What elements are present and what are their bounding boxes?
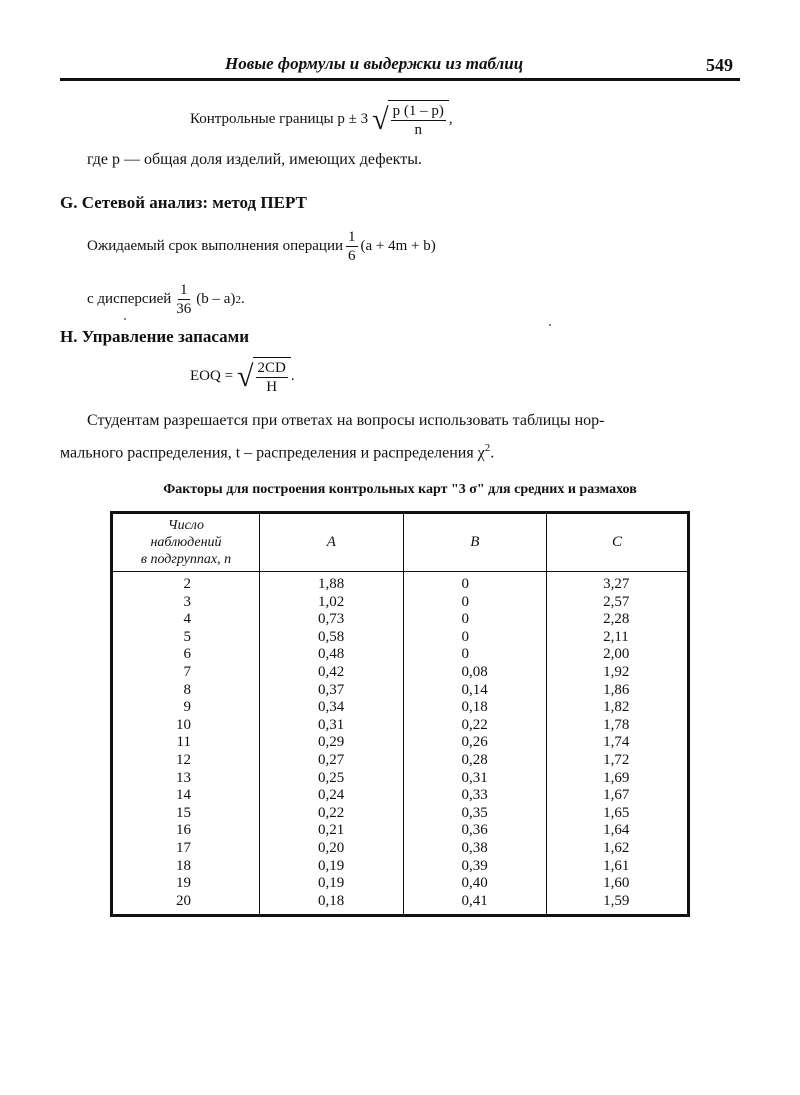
pert-variance-expression: (b – a)	[196, 291, 236, 307]
control-limits-numerator: p (1 – p)	[392, 103, 444, 119]
cell-c: 2,11	[547, 629, 689, 647]
cell-n: 18	[112, 858, 260, 876]
cell-n: 3	[112, 594, 260, 612]
cell-n: 4	[112, 611, 260, 629]
cell-b: 0,40	[403, 875, 547, 893]
cell-b: 0	[403, 594, 547, 612]
cell-a: 0,22	[260, 805, 404, 823]
cell-c: 1,59	[547, 893, 689, 916]
cell-c: 1,78	[547, 717, 689, 735]
pert-variance-numerator: 1	[180, 282, 188, 298]
pert-expected-fraction	[346, 228, 358, 265]
cell-n: 2	[112, 572, 260, 594]
cell-a: 0,42	[260, 664, 404, 682]
cell-a: 0,34	[260, 699, 404, 717]
cell-c: 1,65	[547, 805, 689, 823]
eoq-end: .	[290, 368, 295, 384]
table-row	[112, 699, 689, 717]
table-row	[112, 805, 689, 823]
table-caption: Факторы для построения контрольных карт "3 σ" для средних и размахов	[163, 482, 637, 497]
table-row	[112, 594, 689, 612]
cell-c: 1,62	[547, 840, 689, 858]
cell-n: 8	[112, 682, 260, 700]
header-n-line1: Число	[167, 518, 205, 533]
table-row	[112, 770, 689, 788]
cell-c: 2,57	[547, 594, 689, 612]
eoq-fraction	[256, 359, 288, 396]
cell-b: 0,14	[403, 682, 547, 700]
cell-c: 1,82	[547, 699, 689, 717]
cell-a: 0,48	[260, 646, 404, 664]
pert-expected-numerator: 1	[348, 229, 356, 245]
control-limits-fraction	[391, 102, 446, 139]
pert-expected-expression: (a + 4m + b)	[360, 238, 436, 254]
eoq-numerator: 2CD	[257, 360, 286, 376]
cell-b: 0,33	[403, 787, 547, 805]
pert-variance-label: с дисперсией	[87, 291, 172, 307]
table-row	[112, 734, 689, 752]
cell-c: 2,28	[547, 611, 689, 629]
table-row	[112, 572, 689, 594]
cell-c: 1,72	[547, 752, 689, 770]
cell-c: 3,27	[547, 572, 689, 594]
table-header-row	[112, 513, 689, 572]
cell-n: 5	[112, 629, 260, 647]
print-speck	[124, 318, 126, 320]
cell-b: 0,08	[403, 664, 547, 682]
cell-b: 0,36	[403, 822, 547, 840]
cell-b: 0,28	[403, 752, 547, 770]
cell-a: 0,19	[260, 875, 404, 893]
cell-b: 0,41	[403, 893, 547, 916]
cell-n: 19	[112, 875, 260, 893]
cell-n: 14	[112, 787, 260, 805]
cell-a: 0,25	[260, 770, 404, 788]
table-row	[112, 875, 689, 893]
cell-c: 1,67	[547, 787, 689, 805]
table-row	[112, 717, 689, 735]
header-b: B	[403, 513, 547, 572]
table-row	[112, 893, 689, 916]
header-n-line3: в подгруппах, n	[140, 552, 232, 567]
section-g-heading: G. Сетевой анализ: метод ПЕРТ	[60, 193, 307, 212]
cell-a: 0,20	[260, 840, 404, 858]
cell-c: 1,61	[547, 858, 689, 876]
cell-b: 0	[403, 572, 547, 594]
header-c: C	[547, 513, 689, 572]
header-a: A	[260, 513, 404, 572]
table-body	[112, 572, 689, 916]
cell-b: 0,22	[403, 717, 547, 735]
students-note-line1: Студентам разрешается при ответах на вопросы использовать таблицы нор-	[87, 412, 605, 429]
cell-a: 0,18	[260, 893, 404, 916]
cell-b: 0	[403, 629, 547, 647]
running-title: Новые формулы и выдержки из таблиц	[225, 54, 524, 73]
cell-b: 0	[403, 611, 547, 629]
cell-b: 0,39	[403, 858, 547, 876]
cell-a: 0,37	[260, 682, 404, 700]
control-limits-trailing: ,	[448, 111, 453, 127]
pert-variance-fraction	[174, 281, 193, 318]
pert-variance-exponent: 2	[235, 293, 241, 306]
cell-n: 9	[112, 699, 260, 717]
header-rule	[60, 78, 740, 81]
table-row	[112, 664, 689, 682]
table-row	[112, 682, 689, 700]
cell-n: 11	[112, 734, 260, 752]
students-note-line2-end: .	[490, 444, 495, 462]
cell-a: 0,29	[260, 734, 404, 752]
table-row	[112, 752, 689, 770]
pert-variance-end: .	[240, 291, 245, 307]
eoq-radicand	[253, 357, 291, 396]
cell-b: 0	[403, 646, 547, 664]
table-row	[112, 629, 689, 647]
cell-a: 1,88	[260, 572, 404, 594]
cell-b: 0,35	[403, 805, 547, 823]
cell-c: 1,92	[547, 664, 689, 682]
cell-a: 0,27	[260, 752, 404, 770]
cell-c: 2,00	[547, 646, 689, 664]
table-row	[112, 858, 689, 876]
table-row	[112, 646, 689, 664]
header-n-line2: наблюдений	[150, 535, 222, 550]
cell-b: 0,26	[403, 734, 547, 752]
cell-n: 15	[112, 805, 260, 823]
cell-a: 0,73	[260, 611, 404, 629]
cell-a: 0,19	[260, 858, 404, 876]
control-limits-radicand	[388, 100, 449, 139]
cell-a: 0,31	[260, 717, 404, 735]
cell-n: 16	[112, 822, 260, 840]
students-note-line2-text: мального распределения, t – распределения и распределения χ	[60, 444, 485, 462]
cell-n: 12	[112, 752, 260, 770]
cell-c: 1,69	[547, 770, 689, 788]
cell-n: 13	[112, 770, 260, 788]
cell-c: 1,86	[547, 682, 689, 700]
pert-variance-denominator: 36	[176, 301, 192, 317]
cell-n: 10	[112, 717, 260, 735]
cell-n: 17	[112, 840, 260, 858]
cell-n: 6	[112, 646, 260, 664]
table-row	[112, 611, 689, 629]
cell-a: 0,24	[260, 787, 404, 805]
print-speck	[549, 324, 551, 326]
control-limits-denominator: n	[414, 122, 422, 138]
pert-expected-label: Ожидаемый срок выполнения операции	[87, 238, 344, 254]
cell-a: 1,02	[260, 594, 404, 612]
header-n	[112, 513, 260, 572]
cell-b: 0,38	[403, 840, 547, 858]
students-note-line2	[60, 434, 494, 467]
pert-variance-formula	[87, 281, 245, 318]
table-row	[112, 787, 689, 805]
cell-n: 20	[112, 893, 260, 916]
cell-b: 0,18	[403, 699, 547, 717]
eoq-label: EOQ =	[190, 368, 234, 384]
cell-n: 7	[112, 664, 260, 682]
control-chart-factors-table	[110, 511, 690, 917]
sqrt-symbol: √	[372, 102, 389, 136]
control-limits-explanation: где p — общая доля изделий, имеющих дефекты.	[87, 151, 422, 168]
cell-c: 1,74	[547, 734, 689, 752]
sqrt-symbol: √	[237, 359, 254, 393]
cell-b: 0,31	[403, 770, 547, 788]
table-row	[112, 822, 689, 840]
cell-a: 0,21	[260, 822, 404, 840]
pert-expected-formula	[87, 228, 436, 265]
eoq-formula	[190, 357, 295, 396]
section-h-heading: H. Управление запасами	[60, 327, 250, 346]
eoq-denominator: H	[266, 379, 278, 395]
cell-c: 1,64	[547, 822, 689, 840]
pert-expected-denominator: 6	[348, 248, 356, 264]
table-row	[112, 840, 689, 858]
cell-a: 0,58	[260, 629, 404, 647]
page-number: 549	[706, 55, 733, 75]
control-limits-label: Контрольные границы p ± 3	[190, 111, 369, 127]
control-limits-formula	[190, 100, 453, 139]
chi-square-exponent: 2	[484, 442, 491, 454]
cell-c: 1,60	[547, 875, 689, 893]
